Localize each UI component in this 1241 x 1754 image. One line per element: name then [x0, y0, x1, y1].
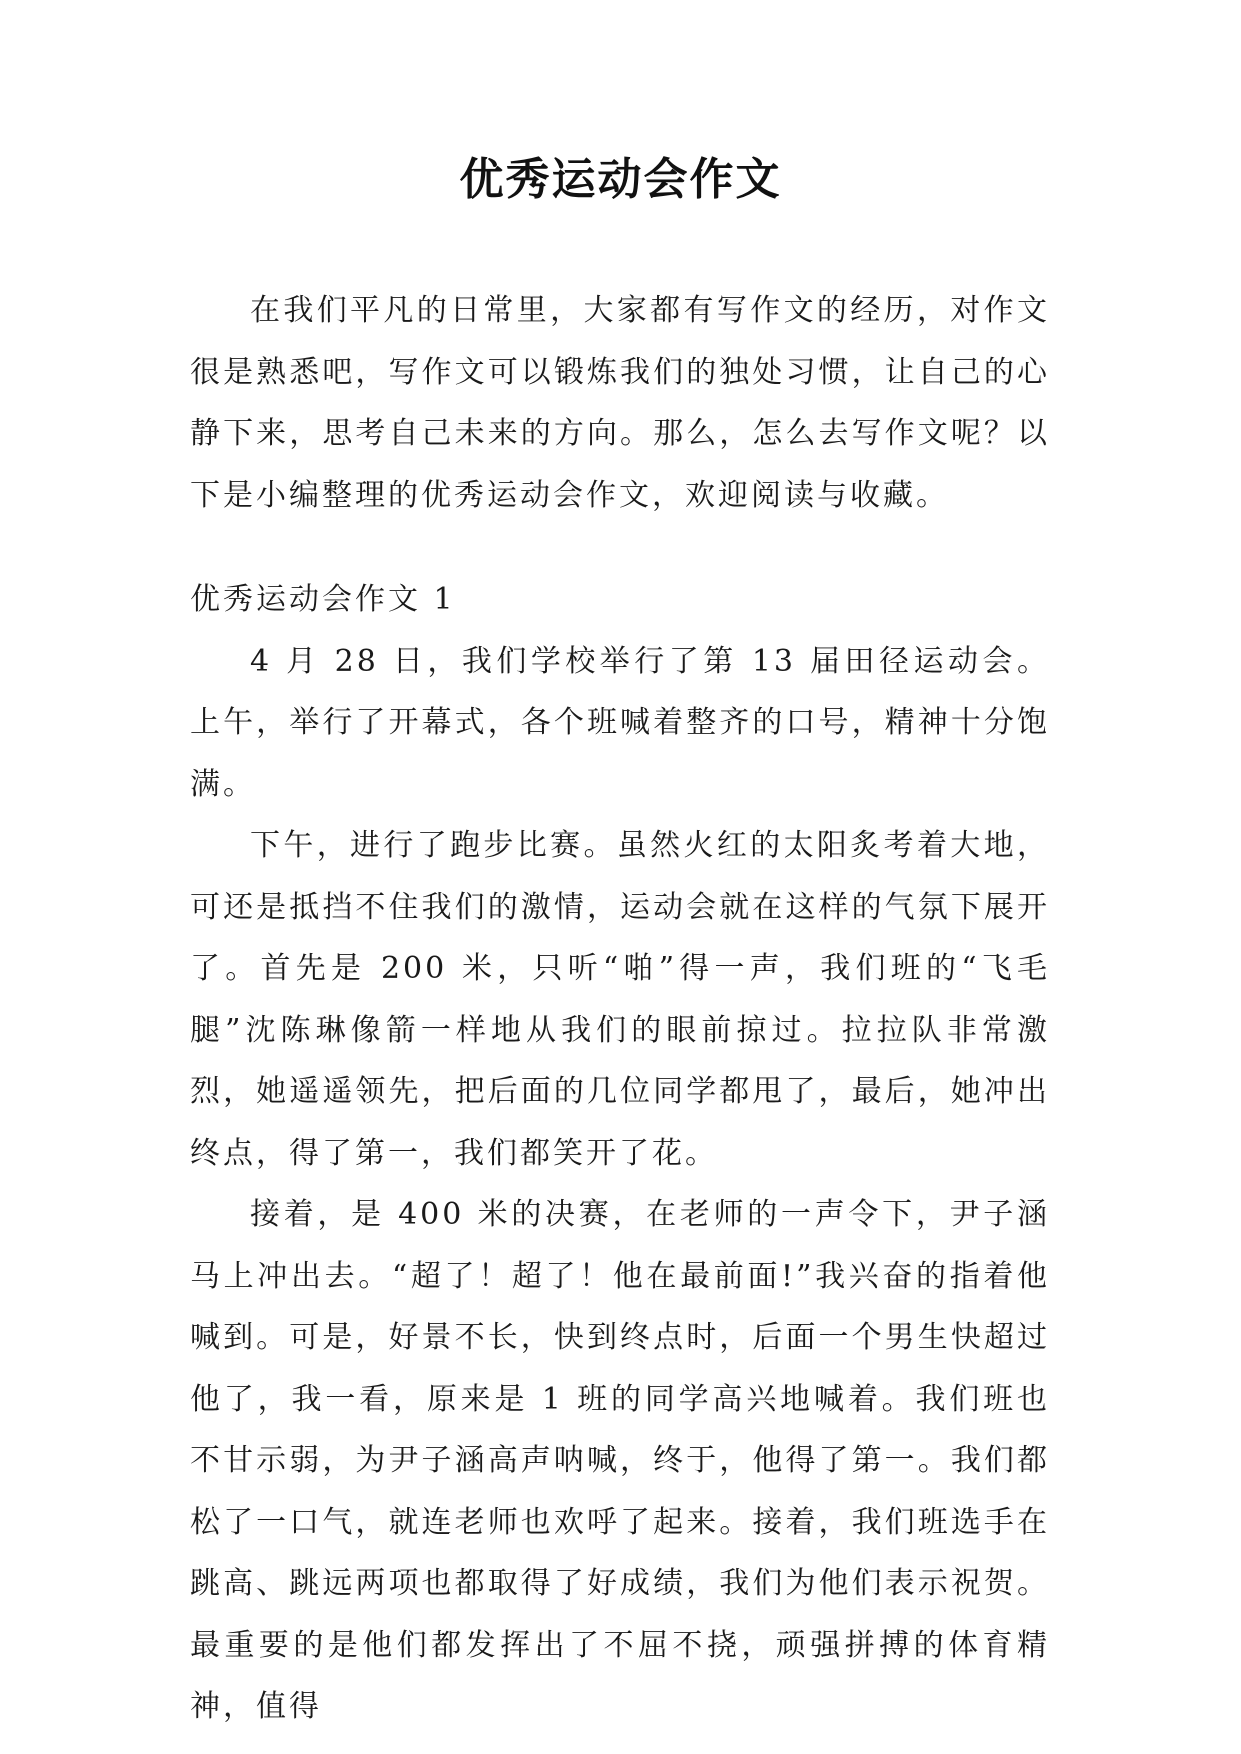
essay-section [190, 569, 1050, 1738]
document-title: 优秀运动会作文 [459, 154, 782, 205]
essay-paragraph: 接着，是 400 米的决赛，在老师的一声令下，尹子涵马上冲出去。“超了！超了！他在最前面!”我兴奋的指着他喊到。可是，好景不长，快到终点时，后面一个男生快超过他了，我一看，原来是 1 班的同学高兴地喊着。我们班也不甘示弱，为尹子涵高声呐喊，终于，他得了第一。我们都松了一口气，就连老师也欢呼了起来。接着，我们班选手在跳高、跳远两项也都取得了好成绩，我们为他们表示祝贺。最重要的是他们都发挥出了不屈不挠，顽强拼搏的体育精神，值得 [190, 1197, 1050, 1724]
intro-paragraph: 在我们平凡的日常里，大家都有写作文的经历，对作文很是熟悉吧，写作文可以锻炼我们的独处习惯，让自己的心静下来，思考自己未来的方向。那么，怎么去写作文呢？以下是小编整理的优秀运动会作文，欢迎阅读与收藏。 [190, 293, 1050, 513]
essay-paragraph: 4 月 28 日，我们学校举行了第 13 届田径运动会。上午，举行了开幕式，各个班喊着整齐的口号，精神十分饱满。 [190, 643, 1050, 802]
intro-block [190, 280, 1050, 526]
essay-paragraph: 下午，进行了跑步比赛。虽然火红的太阳炙考着大地，可还是抵挡不住我们的激情，运动会就在这样的气氛下展开了。首先是 200 米，只听“啪”得一声，我们班的“飞毛腿”沈陈琳像箭一样地从我们的眼前掠过。拉拉队非常激烈，她遥遥领先，把后面的几位同学都甩了，最后，她冲出终点，得了第一，我们都笑开了花。 [190, 828, 1050, 1171]
section-heading: 优秀运动会作文 1 [190, 582, 456, 617]
